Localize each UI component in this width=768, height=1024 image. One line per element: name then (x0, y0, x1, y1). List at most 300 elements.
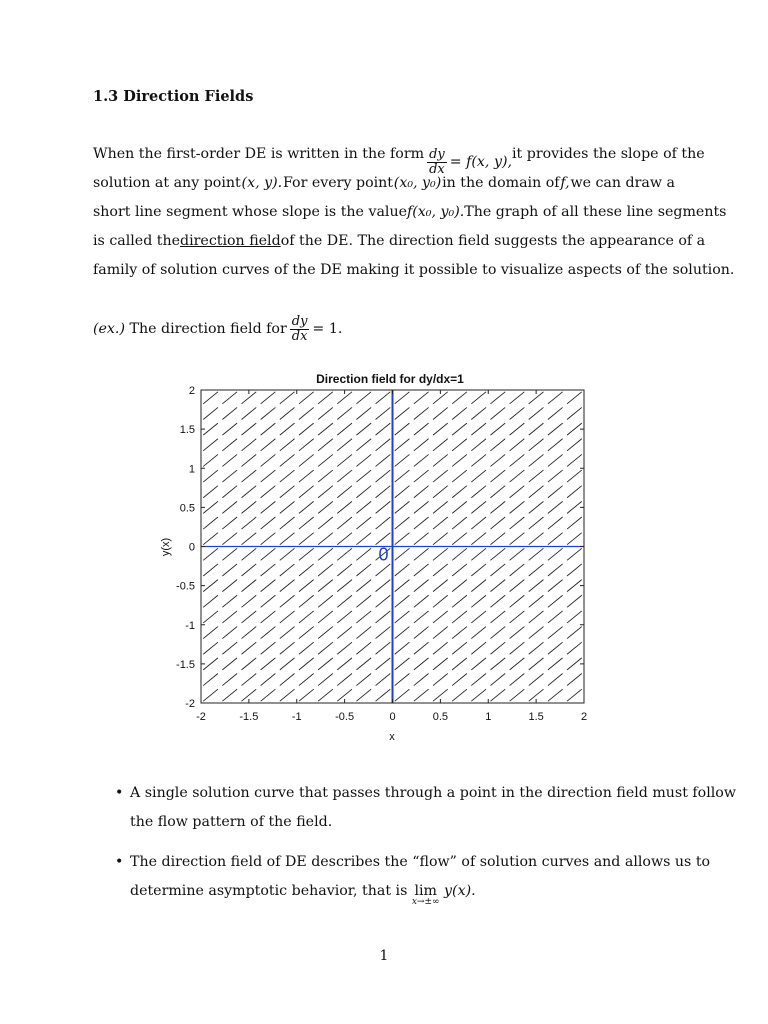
slope-segment (395, 423, 410, 435)
slope-segment (261, 595, 276, 607)
slope-segment (376, 517, 391, 529)
slope-segment (222, 423, 237, 435)
slope-segment (395, 501, 410, 513)
slope-segment (376, 595, 391, 607)
slope-segment (433, 658, 448, 670)
slope-segment (203, 658, 218, 670)
slope-segment (529, 627, 544, 639)
slope-segment (376, 642, 391, 654)
slope-segment (203, 486, 218, 498)
slope-segment (567, 564, 582, 576)
slope-segment (452, 674, 467, 686)
slope-segment (529, 674, 544, 686)
slope-segment (299, 564, 314, 576)
slope-segment (242, 423, 257, 435)
slope-segment (356, 407, 371, 419)
slope-segment (471, 533, 486, 545)
slope-segment (414, 642, 429, 654)
slope-segment (490, 439, 505, 451)
slope-segment (529, 517, 544, 529)
slope-segment (567, 392, 582, 404)
intro-text: we can draw a (570, 175, 675, 191)
slope-segment (318, 611, 333, 623)
slope-segment (452, 658, 467, 670)
slope-segment (510, 580, 525, 592)
slope-segment (414, 407, 429, 419)
fraction-denominator: dx (291, 328, 308, 344)
slope-segment (414, 486, 429, 498)
slope-segment (203, 454, 218, 466)
slope-segment (548, 658, 563, 670)
x-tick-label: -0.5 (335, 711, 355, 723)
slope-segment (414, 689, 429, 701)
slope-segment (548, 580, 563, 592)
slope-segment (529, 423, 544, 435)
slope-segment (567, 548, 582, 560)
slope-segment (222, 658, 237, 670)
slope-segment (356, 533, 371, 545)
x-tick-label: -1 (291, 711, 302, 723)
slope-segment (376, 689, 391, 701)
slope-segment (433, 439, 448, 451)
slope-segment (222, 580, 237, 592)
y-tick-label: 2 (188, 385, 195, 397)
intro-text: The graph of all these line segments (464, 204, 727, 220)
slope-segment (376, 423, 391, 435)
bullet-dot: • (115, 785, 124, 801)
y-tick-labels (176, 385, 195, 710)
slope-segment (529, 470, 544, 482)
slope-segment (510, 689, 525, 701)
slope-segment (203, 439, 218, 451)
slope-segment (567, 627, 582, 639)
slope-segment (395, 642, 410, 654)
slope-segment (471, 689, 486, 701)
slope-segment (337, 423, 352, 435)
slope-segment (395, 627, 410, 639)
slope-segment (242, 501, 257, 513)
slope-segment (376, 470, 391, 482)
slope-segment (299, 439, 314, 451)
slope-segment (299, 627, 314, 639)
slope-segment (452, 517, 467, 529)
slope-segment (280, 439, 295, 451)
slope-segment (356, 501, 371, 513)
slope-segment (242, 674, 257, 686)
origin-marker: 0 (378, 544, 389, 565)
slope-segment (280, 595, 295, 607)
slope-segment (471, 548, 486, 560)
limit-expression (412, 885, 440, 907)
slope-segment (567, 642, 582, 654)
slope-segment (318, 689, 333, 701)
slope-segment (433, 407, 448, 419)
slope-segment (280, 564, 295, 576)
slope-segment (376, 611, 391, 623)
slope-segment (510, 517, 525, 529)
slope-segment (414, 423, 429, 435)
slope-segment (510, 548, 525, 560)
slope-segment (318, 627, 333, 639)
slope-segment (337, 470, 352, 482)
bullet-item (115, 848, 711, 907)
slope-segment (471, 642, 486, 654)
derivative-fraction (290, 315, 310, 344)
x-tick-label: 2 (580, 711, 588, 723)
slope-segment (222, 392, 237, 404)
slope-segment (452, 423, 467, 435)
slope-segment (510, 674, 525, 686)
slope-segment (299, 642, 314, 654)
slope-segment (280, 501, 295, 513)
slope-segment (337, 580, 352, 592)
slope-segment (414, 533, 429, 545)
slope-segment (222, 486, 237, 498)
math-point: (x₀, y₀) (393, 175, 442, 191)
slope-segment (222, 454, 237, 466)
slope-segment (471, 564, 486, 576)
intro-text: solution at any point (93, 175, 241, 191)
slope-segment (567, 454, 582, 466)
slope-segment (203, 392, 218, 404)
slope-segment (510, 564, 525, 576)
slope-segment (490, 627, 505, 639)
equation-rhs: = 1. (312, 321, 343, 337)
slope-segment (242, 580, 257, 592)
slope-segment (529, 642, 544, 654)
slope-segment (222, 674, 237, 686)
slope-segment (337, 658, 352, 670)
slope-segment (433, 470, 448, 482)
slope-segment (471, 674, 486, 686)
slope-segment (490, 423, 505, 435)
slope-segment (395, 470, 410, 482)
slope-segment (433, 454, 448, 466)
slope-segment (490, 611, 505, 623)
slope-segment (280, 689, 295, 701)
slope-segment (490, 642, 505, 654)
slope-segment (529, 580, 544, 592)
slope-segment (299, 454, 314, 466)
slope-segment (395, 548, 410, 560)
slope-segment (490, 674, 505, 686)
fraction-denominator: dx (429, 162, 445, 177)
slope-segment (356, 658, 371, 670)
slope-segment (299, 611, 314, 623)
slope-segment (529, 564, 544, 576)
slope-segment (471, 423, 486, 435)
intro-text: When the first-order DE is written in the form (93, 146, 425, 162)
slope-segment (395, 564, 410, 576)
slope-segment (529, 658, 544, 670)
slope-segment (414, 611, 429, 623)
slope-segment (337, 533, 352, 545)
slope-segment (261, 501, 276, 513)
slope-segment (337, 564, 352, 576)
slope-segment (280, 658, 295, 670)
slope-segment (433, 580, 448, 592)
slope-segment (471, 595, 486, 607)
slope-segment (414, 674, 429, 686)
slope-segment (203, 407, 218, 419)
slope-segment (261, 580, 276, 592)
limit-subscript: x→±∞ (411, 897, 440, 907)
slope-segment (452, 611, 467, 623)
slope-segment (318, 564, 333, 576)
slope-segment (548, 486, 563, 498)
slope-segment (490, 564, 505, 576)
slope-segment (280, 423, 295, 435)
limit-operator: lim (414, 883, 437, 899)
slope-segment (318, 439, 333, 451)
fraction-numerator: dy (429, 147, 445, 162)
slope-segment (510, 439, 525, 451)
slope-segment (376, 501, 391, 513)
x-axis-label: x (389, 731, 395, 743)
slope-segment (452, 689, 467, 701)
slope-segment (318, 407, 333, 419)
chart-title: Direction field for dy/dx=1 (316, 372, 464, 386)
slope-segment (548, 689, 563, 701)
slope-segment (318, 533, 333, 545)
direction-field-chart (150, 366, 600, 746)
slope-segment (299, 658, 314, 670)
slope-segment (203, 501, 218, 513)
slope-segment (414, 658, 429, 670)
slope-segment (567, 533, 582, 545)
slope-segment (490, 517, 505, 529)
slope-segment (471, 517, 486, 529)
bullet-dot: • (115, 854, 124, 870)
slope-segment (261, 689, 276, 701)
slope-segment (567, 517, 582, 529)
slope-segment (280, 392, 295, 404)
slope-segment (548, 674, 563, 686)
math-function: f, (560, 175, 570, 191)
slope-segment (242, 454, 257, 466)
slope-segment (280, 517, 295, 529)
slope-segment (299, 580, 314, 592)
slope-segment (567, 407, 582, 419)
slope-segment (261, 439, 276, 451)
x-tick-label: 0 (389, 711, 396, 723)
y-tick-label: 1 (188, 463, 195, 476)
slope-segment (567, 611, 582, 623)
slope-segment (356, 595, 371, 607)
slope-segment (510, 595, 525, 607)
slope-segment (471, 580, 486, 592)
slope-segment (203, 517, 218, 529)
slope-segment (299, 595, 314, 607)
slope-segment (490, 501, 505, 513)
slope-segment (261, 658, 276, 670)
slope-segment (203, 627, 218, 639)
slope-segment (567, 580, 582, 592)
slope-segment (529, 595, 544, 607)
slope-segment (452, 580, 467, 592)
slope-segment (471, 454, 486, 466)
slope-segment (318, 580, 333, 592)
slope-segment (548, 439, 563, 451)
slope-segment (203, 595, 218, 607)
page-number: 1 (379, 948, 389, 964)
slope-segment (222, 564, 237, 576)
slope-segment (452, 548, 467, 560)
slope-segment (395, 674, 410, 686)
slope-segment (548, 548, 563, 560)
slope-segment (299, 392, 314, 404)
slope-segment (261, 423, 276, 435)
slope-segment (452, 407, 467, 419)
slope-segment (261, 611, 276, 623)
equation-rhs: = f(x, y), (449, 154, 512, 170)
limit-function: y(x). (444, 883, 476, 899)
slope-segment (376, 580, 391, 592)
slope-segment (280, 486, 295, 498)
slope-segment (376, 486, 391, 498)
slope-segment (337, 486, 352, 498)
slope-segment (548, 611, 563, 623)
slope-segment (433, 595, 448, 607)
slope-segment (318, 470, 333, 482)
slope-segment (299, 548, 314, 560)
slope-segment (414, 439, 429, 451)
slope-segment (356, 580, 371, 592)
slope-segment (261, 454, 276, 466)
slope-segment (452, 627, 467, 639)
slope-segment (567, 439, 582, 451)
example-line (93, 312, 342, 346)
bullet-text: determine asymptotic behavior, that is (130, 883, 408, 899)
slope-segment (318, 595, 333, 607)
slope-segment (261, 470, 276, 482)
math-point: (x, y). (241, 175, 283, 191)
slope-segment (356, 627, 371, 639)
slope-segment (548, 517, 563, 529)
slope-segment (548, 454, 563, 466)
slope-segment (395, 689, 410, 701)
slope-segment (356, 517, 371, 529)
slope-segment (510, 658, 525, 670)
slope-segment (510, 642, 525, 654)
y-tick-label: 0 (188, 541, 195, 554)
slope-segment (242, 548, 257, 560)
slope-segment (433, 627, 448, 639)
slope-segment (261, 486, 276, 498)
slope-segment (318, 486, 333, 498)
slope-segment (261, 517, 276, 529)
slope-segment (414, 580, 429, 592)
x-tick-label: 1 (485, 711, 492, 723)
intro-text: For every point (282, 175, 393, 191)
slope-segment (567, 658, 582, 670)
slope-segment (356, 454, 371, 466)
y-tick-label: -1 (185, 619, 195, 632)
slope-segment (414, 627, 429, 639)
slope-segment (318, 501, 333, 513)
slope-segment (414, 392, 429, 404)
slope-segment (337, 439, 352, 451)
slope-segment (395, 439, 410, 451)
slope-segment (356, 439, 371, 451)
slope-segment (280, 611, 295, 623)
slope-segment (280, 470, 295, 482)
slope-segment (299, 470, 314, 482)
slope-segment (433, 611, 448, 623)
slope-segment (414, 454, 429, 466)
slope-segment (433, 501, 448, 513)
slope-segment (318, 423, 333, 435)
x-tick-label: -1.5 (239, 711, 259, 723)
slope-segment (318, 658, 333, 670)
slope-segment (242, 470, 257, 482)
slope-segment (337, 674, 352, 686)
slope-segment (510, 407, 525, 419)
slope-segment (356, 486, 371, 498)
slope-segment (452, 439, 467, 451)
slope-segment (318, 454, 333, 466)
slope-segment (203, 423, 218, 435)
slope-segment (299, 517, 314, 529)
slope-segment (414, 501, 429, 513)
slope-segment (376, 674, 391, 686)
bullet-text: the flow pattern of the field. (130, 814, 333, 830)
slope-segment (395, 533, 410, 545)
y-tick-label: 1.5 (179, 424, 195, 437)
slope-segment (452, 470, 467, 482)
intro-text: short line segment whose slope is the value (93, 204, 408, 220)
slope-segment (376, 439, 391, 451)
slope-segment (414, 564, 429, 576)
slope-segment (318, 674, 333, 686)
slope-segment (395, 454, 410, 466)
slope-segment (529, 407, 544, 419)
coordinate-axes (201, 390, 584, 703)
slope-segment (280, 627, 295, 639)
slope-segment (242, 627, 257, 639)
slope-segment (471, 658, 486, 670)
x-tick-label: 1.5 (528, 711, 544, 723)
slope-segment (529, 611, 544, 623)
slope-segment (337, 627, 352, 639)
slope-segment (433, 486, 448, 498)
slope-segment (490, 658, 505, 670)
slope-segment (490, 548, 505, 560)
slope-segment (529, 548, 544, 560)
slope-segment (433, 674, 448, 686)
slope-segment (337, 501, 352, 513)
intro-text: family of solution curves of the DE making it possible to visualize aspects of the solution. (93, 262, 735, 278)
slope-segment (280, 674, 295, 686)
slope-segment (222, 533, 237, 545)
slope-segment (222, 501, 237, 513)
slope-segment (337, 407, 352, 419)
slope-segment (280, 533, 295, 545)
slope-segment (510, 501, 525, 513)
y-tick-label: -0.5 (176, 580, 195, 593)
slope-segment (242, 486, 257, 498)
slope-segment (471, 501, 486, 513)
slope-segment (490, 595, 505, 607)
slope-segment (471, 627, 486, 639)
slope-segment (337, 548, 352, 560)
slope-segment (222, 517, 237, 529)
slope-segment (529, 454, 544, 466)
slope-segment (395, 407, 410, 419)
slope-segment (318, 517, 333, 529)
intro-paragraph (93, 140, 735, 285)
slope-segment (337, 611, 352, 623)
